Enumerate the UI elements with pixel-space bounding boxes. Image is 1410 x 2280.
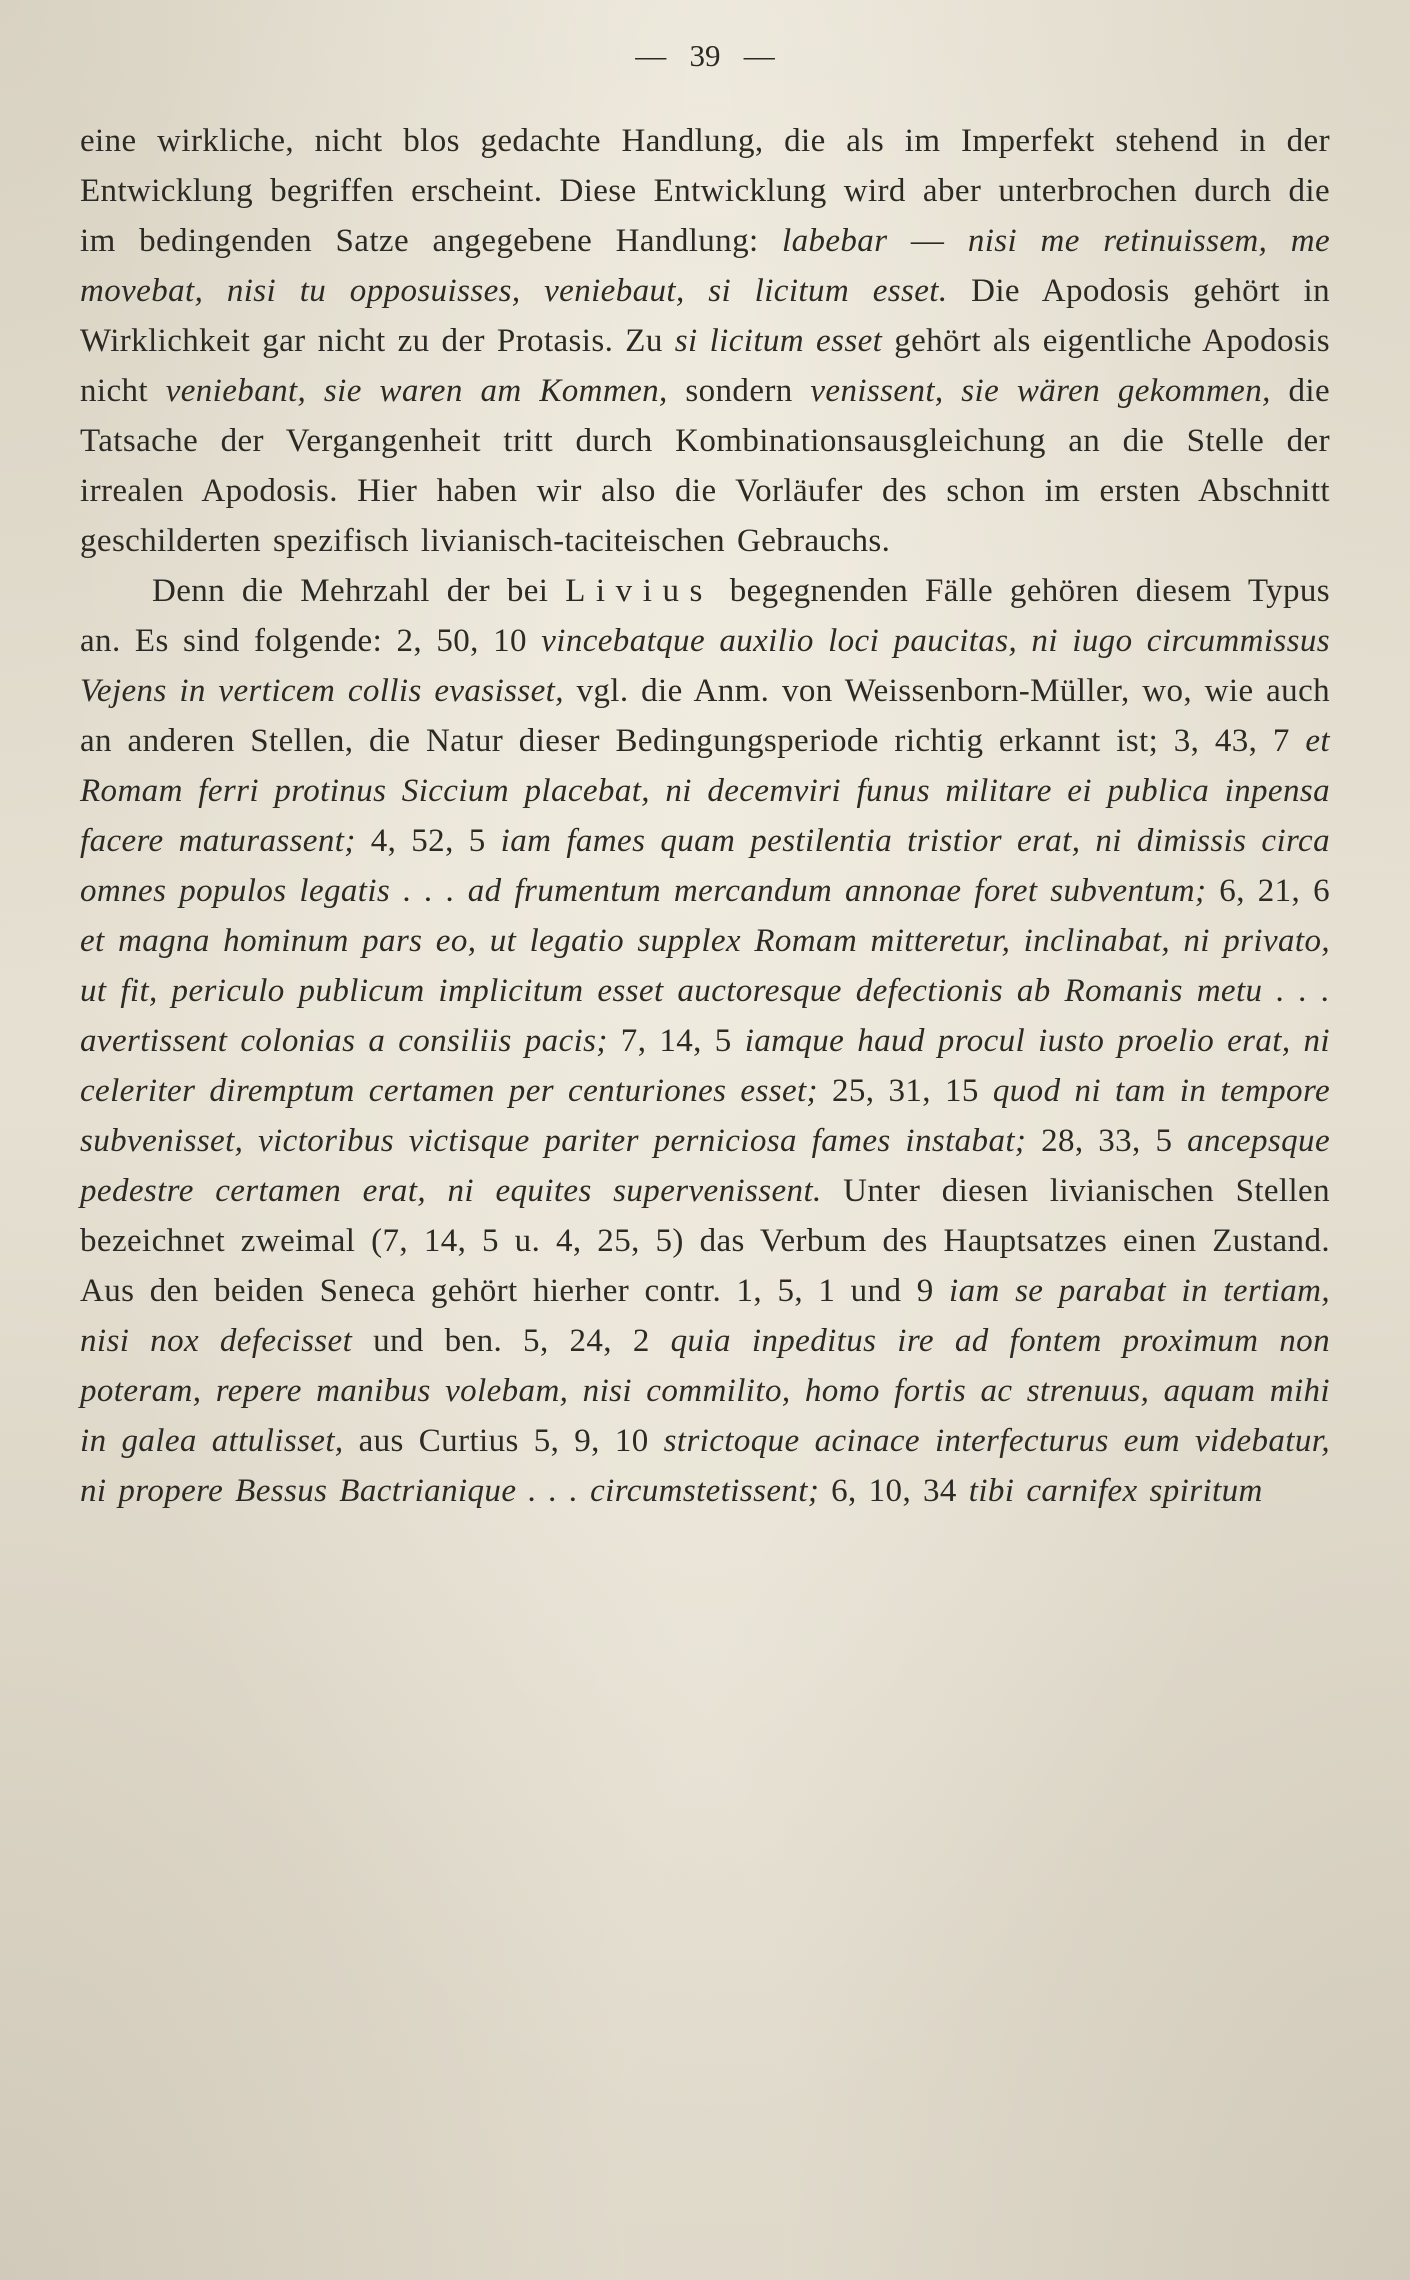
- text-segment: 25, 31, 15: [817, 1073, 993, 1109]
- text-segment: Unter diesen livianischen Stellen bezeichnet zweimal (7, 14, 5 u. 4, 25, 5) das Verbum des Hauptsatzes einen Zustand. Aus den beiden Seneca gehört hierher contr. 1, 5, 1 und 9: [80, 1173, 1330, 1309]
- text-segment: begegnenden Fälle gehören diesem Typus an. Es sind folgende: 2, 50, 10: [80, 573, 1330, 659]
- latin-quote: quia inpeditus ire ad fontem proximum non poteram, repere manibus volebam, nisi commilito, homo fortis ac strenuus, aquam mihi in galea attulisset,: [80, 1323, 1330, 1459]
- latin-quote: iamque haud procul iusto proelio erat, ni celeriter diremptum certamen per centuriones esset;: [80, 1023, 1330, 1109]
- paragraph: [80, 566, 1330, 1516]
- latin-quote: iam fames quam pestilentia tristior erat, ni dimissis circa omnes populos legatis . . . ad frumentum mercandum annonae foret subventum;: [80, 823, 1330, 909]
- text-segment: sondern: [667, 373, 811, 409]
- text-segment: 6, 10, 34: [819, 1473, 969, 1509]
- page-text: [80, 116, 1330, 1516]
- text-segment: 28, 33, 5: [1026, 1123, 1188, 1159]
- latin-quote: veniebant, sie waren am Kommen,: [165, 373, 668, 409]
- text-segment: —: [887, 223, 968, 259]
- page-number: — 39 —: [635, 38, 775, 73]
- text-segment: gehört als eigentliche Apodosis nicht: [80, 323, 1330, 409]
- text-segment: 6, 21, 6: [1206, 873, 1331, 909]
- latin-quote: labebar: [782, 223, 888, 259]
- latin-quote: si licitum esset: [674, 323, 883, 359]
- text-segment: 4, 52, 5: [355, 823, 501, 859]
- latin-quote: venissent, sie wären gekommen,: [810, 373, 1271, 409]
- latin-quote: strictoque acinace interfecturus eum videbatur, ni propere Bessus Bactrianique . . . circumstetissent;: [80, 1423, 1330, 1509]
- latin-quote: et magna hominum pars eo, ut legatio supplex Romam mitteretur, inclinabat, ni privato, ut fit, periculo publicum implicitum esset auctoresque defectionis ab Romanis metu . . . avertissent colonias a consiliis pacis;: [80, 923, 1330, 1059]
- text-segment: und ben. 5, 24, 2: [352, 1323, 671, 1359]
- latin-quote: quod ni tam in tempore subvenisset, victoribus victisque pariter perniciosa fames instabat;: [80, 1073, 1331, 1159]
- text-segment: eine wirkliche, nicht blos gedachte Handlung, die als im Imperfekt stehend in der Entwicklung begriffen erscheint. Diese Entwicklung wird aber unterbrochen durch die im bedingenden Satze angegebene Handlung:: [80, 123, 1330, 259]
- text-segment: Denn die Mehrzahl der bei: [152, 573, 566, 609]
- latin-quote: ancepsque pedestre certamen erat, ni equites supervenissent.: [80, 1123, 1330, 1209]
- paragraph: [80, 116, 1330, 566]
- latin-quote: tibi carnifex spiritum: [968, 1473, 1263, 1509]
- text-segment: 7, 14, 5: [607, 1023, 745, 1059]
- text-segment: Die Apodosis gehört in Wirklichkeit gar nicht zu der Protasis. Zu: [80, 273, 1331, 359]
- latin-quote: iam se parabat in tertiam, nisi nox defecisset: [80, 1273, 1330, 1359]
- latin-quote: nisi me retinuissem, me movebat, nisi tu opposuisses, veniebaut, si licitum esset.: [80, 223, 1330, 309]
- text-segment: vgl. die Anm. von Weissenborn-Müller, wo, wie auch an anderen Stellen, die Natur dieser Bedingungsperiode richtig erkannt ist; 3, 43, 7: [80, 673, 1331, 759]
- latin-quote: vincebatque auxilio loci paucitas, ni iugo circummissus Vejens in verticem collis evasisset,: [80, 623, 1330, 709]
- latin-quote: et Romam ferri protinus Siccium placebat, ni decemviri funus militare ei publica inpensa facere maturassent;: [80, 723, 1330, 859]
- emphasized-author-name: Livius: [565, 573, 713, 609]
- text-segment: aus Curtius 5, 9, 10: [343, 1423, 664, 1459]
- text-segment: die Tatsache der Vergangenheit tritt durch Kombinationsausgleichung an die Stelle der irrealen Apodosis. Hier haben wir also die Vorläufer des schon im ersten Abschnitt geschilderten spezifisch livianisch-taciteischen Gebrauchs.: [80, 373, 1330, 559]
